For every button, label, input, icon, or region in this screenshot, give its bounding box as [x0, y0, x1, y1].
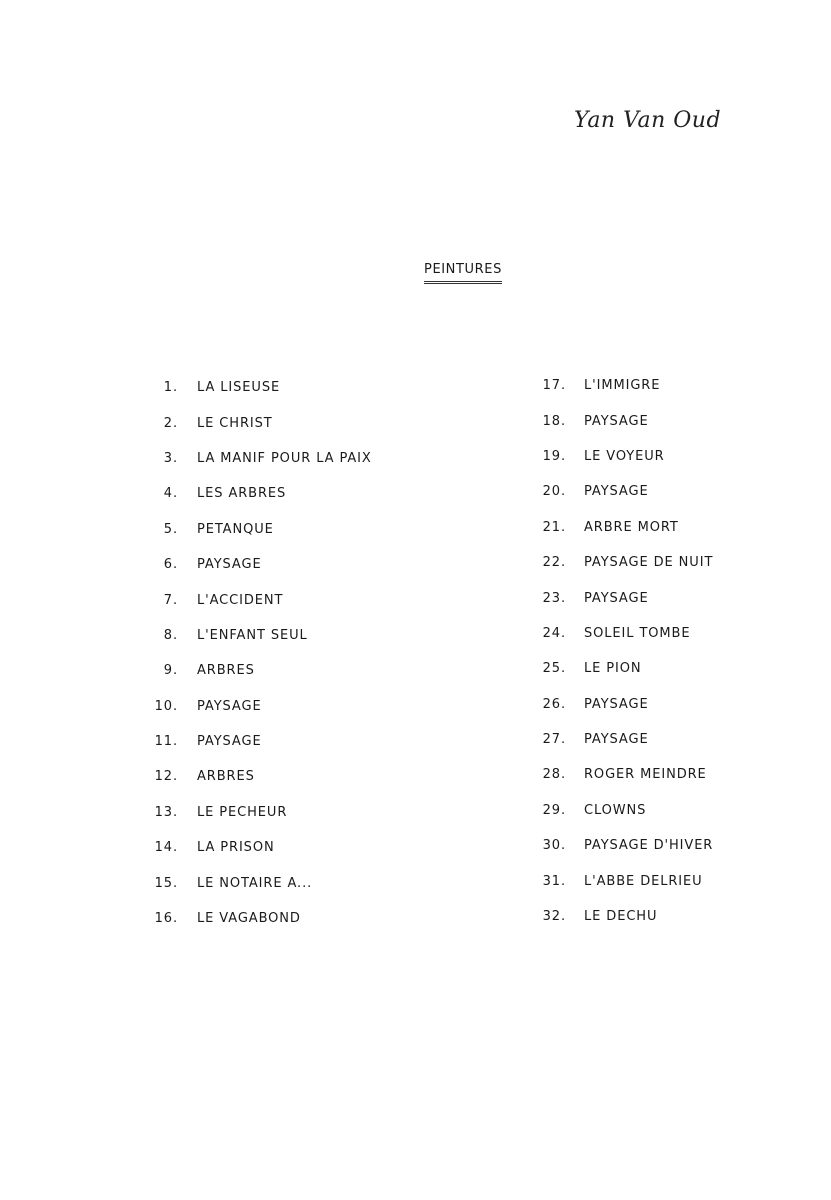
item-number: 1. — [163, 380, 178, 396]
item-title: LE DECHU — [584, 909, 658, 925]
item-number: 26. — [542, 696, 566, 712]
item-number: 14. — [154, 840, 178, 856]
list-item — [140, 405, 372, 440]
list-item — [140, 759, 372, 794]
item-title: L'ABBE DELRIEU — [584, 873, 703, 889]
list-item — [140, 547, 372, 582]
list-item — [527, 474, 713, 509]
item-title: ARBRES — [197, 769, 255, 785]
list-item — [527, 863, 713, 898]
paintings-list-left — [140, 370, 372, 936]
item-title: LE NOTAIRE A... — [197, 875, 313, 891]
item-number: 18. — [542, 413, 566, 429]
item-title: LE PION — [584, 661, 642, 677]
item-title: PAYSAGE — [584, 696, 649, 712]
item-title: PAYSAGE — [197, 557, 262, 573]
list-item — [140, 618, 372, 653]
list-item — [140, 724, 372, 759]
item-number: 2. — [163, 415, 178, 431]
list-item — [527, 828, 713, 863]
list-item — [140, 476, 372, 511]
list-item — [140, 689, 372, 724]
item-title: ARBRE MORT — [584, 519, 679, 535]
item-number: 32. — [542, 909, 566, 925]
list-item — [140, 795, 372, 830]
item-title: LA MANIF POUR LA PAIX — [197, 450, 372, 466]
list-item — [527, 545, 713, 580]
list-item — [140, 512, 372, 547]
item-number: 27. — [542, 732, 566, 748]
list-item — [140, 653, 372, 688]
item-number: 19. — [542, 448, 566, 464]
item-title: ARBRES — [197, 663, 255, 679]
list-item — [140, 901, 372, 936]
item-number: 29. — [542, 802, 566, 818]
item-number: 8. — [163, 627, 178, 643]
item-number: 25. — [542, 661, 566, 677]
item-title: LE CHRIST — [197, 415, 273, 431]
item-title: LA LISEUSE — [197, 380, 281, 396]
item-title: LE PECHEUR — [197, 804, 288, 820]
list-item — [527, 616, 713, 651]
item-title: LES ARBRES — [197, 486, 287, 502]
page-heading: PEINTURES — [424, 262, 502, 284]
item-number: 4. — [163, 486, 178, 502]
paintings-list-right — [527, 368, 713, 934]
list-item — [527, 580, 713, 615]
list-item — [140, 865, 372, 900]
list-item — [527, 439, 713, 474]
item-title: PAYSAGE DE NUIT — [584, 555, 714, 571]
item-title: LE VOYEUR — [584, 448, 665, 464]
item-number: 9. — [163, 663, 178, 679]
item-number: 15. — [154, 875, 178, 891]
list-item — [140, 370, 372, 405]
list-item — [527, 510, 713, 545]
item-number: 21. — [542, 519, 566, 535]
item-number: 10. — [154, 698, 178, 714]
list-item — [527, 793, 713, 828]
item-title: PAYSAGE — [197, 698, 262, 714]
item-number: 6. — [163, 557, 178, 573]
item-title: L'IMMIGRE — [584, 378, 661, 394]
list-item — [140, 582, 372, 617]
list-item — [527, 722, 713, 757]
list-item — [527, 403, 713, 438]
item-title: PAYSAGE — [197, 734, 262, 750]
item-number: 16. — [154, 911, 178, 927]
item-title: PAYSAGE — [584, 484, 649, 500]
item-title: PAYSAGE D'HIVER — [584, 838, 714, 854]
item-number: 5. — [163, 521, 178, 537]
item-title: L'ACCIDENT — [197, 592, 284, 608]
list-item — [140, 441, 372, 476]
item-title: SOLEIL TOMBE — [584, 625, 691, 641]
item-number: 31. — [542, 873, 566, 889]
list-item — [527, 899, 713, 934]
item-title: PAYSAGE — [584, 590, 649, 606]
item-title: PAYSAGE — [584, 732, 649, 748]
item-title: LA PRISON — [197, 840, 275, 856]
list-item — [140, 830, 372, 865]
item-title: ROGER MEINDRE — [584, 767, 707, 783]
item-number: 3. — [163, 450, 178, 466]
author-signature: Yan Van Oud — [574, 108, 722, 133]
item-number: 13. — [154, 804, 178, 820]
item-number: 28. — [542, 767, 566, 783]
item-number: 30. — [542, 838, 566, 854]
item-title: CLOWNS — [584, 802, 647, 818]
item-number: 17. — [542, 378, 566, 394]
item-title: LE VAGABOND — [197, 911, 301, 927]
item-number: 12. — [154, 769, 178, 785]
item-title: PETANQUE — [197, 521, 274, 537]
list-item — [527, 651, 713, 686]
list-item — [527, 368, 713, 403]
item-number: 11. — [154, 734, 178, 750]
list-item — [527, 687, 713, 722]
item-number: 23. — [542, 590, 566, 606]
item-number: 22. — [542, 555, 566, 571]
item-number: 7. — [163, 592, 178, 608]
item-number: 20. — [542, 484, 566, 500]
item-title: PAYSAGE — [584, 413, 649, 429]
item-title: L'ENFANT SEUL — [197, 627, 308, 643]
item-number: 24. — [542, 625, 566, 641]
list-item — [527, 757, 713, 792]
